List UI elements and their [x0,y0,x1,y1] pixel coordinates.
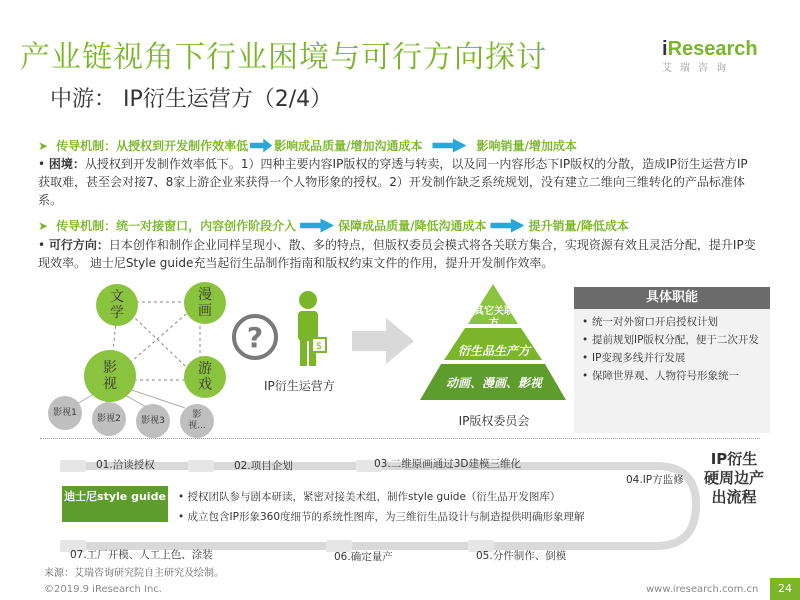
dilemma-label: 困境： [48,157,85,171]
question-icon: ? [232,314,278,360]
website-link[interactable]: www.iresearch.com.cn [646,584,759,595]
direction-text: • 可行方向：日本创作和制作企业同样呈现小、散、多的特点，但版权委员会模式将各关联方集合，实现资源有效且灵活分配，提升IP变现效率。 迪士尼Style guide充当起衍生品制作指南和版权约束文件的作用，提升开发制作效率。 [38,238,756,270]
disney-style-guide-box [62,486,168,522]
circle-film-3 [136,404,170,438]
circle-manga-label: 漫 画 [198,287,212,319]
mechanism-1-step2: 影响成品质量/增加沟通成本 [274,139,423,153]
operator-label: IP衍生运营方 [264,379,335,393]
mechanism-2-step3: 提升销量/降低成本 [528,219,629,233]
direction-label: 可行方向： [48,238,109,252]
arrow-bullet-icon: ➤ [38,138,49,153]
mechanism-2-label: 传导机制：统一对接窗口，内容创作阶段介入 [56,219,297,233]
logo-cn: 艾瑞咨询 [662,63,734,74]
circle-film-1 [48,396,82,430]
disney-bullet-1-text: 授权团队参与剧本研读，紧密对接美术组，制作style guide（衍生品开发图库） [187,491,561,503]
process-step-7: 07.工厂开模、人工上色、涂装 [70,549,213,561]
svg-text:$: $ [315,341,323,352]
circle-game [184,356,226,398]
circle-manga [184,282,226,324]
roles-panel [574,287,770,433]
process-step-4: 04.IP方监修 [626,474,684,486]
iresearch-logo [662,38,782,78]
circle-film-2 [92,402,126,436]
flow-label: IP衍生硬周边产出流程 [704,450,765,506]
dilemma-text: • 困境：从授权到开发制作效率低下。1）四种主要内容IP版权的穿透与转卖，以及同一内容形态下IP版权的分散，造成IP衍生运营方IP获取难，甚至会对接7、8家上游企业来获得一个人物形象的授权。2）开发制作缺乏系统规划，没有建立二维向三维转化的产品标准体系。 [38,157,748,207]
right-arrow-icon [490,219,524,233]
circle-literature [96,284,138,326]
circle-film-label: 影 视 [103,360,117,392]
operator-person-icon [290,290,330,370]
pyramid-caption: IP版权委员会 [458,414,530,428]
circle-film-2-label: 影视2 [97,413,121,424]
logo-i: i [662,38,668,60]
right-arrow-icon [432,139,466,153]
copyright: ©2019.9 iResearch Inc. [44,584,162,595]
process-step-6: 06.确定量产 [334,551,393,563]
role-item: • 统一对外窗口开启授权计划 [582,313,762,331]
section-divider [40,438,760,439]
role-item: • 保障世界观、人物符号形象统一 [582,367,762,385]
pyramid-bottom-label: 动画、漫画、影视 [445,376,542,390]
role-item: • 提前规划IP版权分配，便于二次开发 [582,331,762,349]
disney-bullet-2: • 成立包含IP形象360度细节的系统性图库，为三维衍生品设计与制造提供明确形象理解 [178,511,585,523]
process-step-1: 01.洽谈授权 [96,459,155,471]
right-arrow-icon [300,219,334,233]
mechanism-1-label: 传导机制：从授权到开发制作效率低 [56,139,249,153]
page-subtitle: 中游： IP衍生运营方（2/4） [50,87,333,112]
circle-literature-label: 文 学 [110,289,124,321]
mechanism-row-1 [38,137,577,154]
mechanism-1-step3: 影响销量/增加成本 [476,139,577,153]
disney-bullet-2-text: 成立包含IP形象360度细节的系统性图库，为三维衍生品设计与制造提供明确形象理解 [187,511,585,523]
process-step-5: 05.分件制作、倒模 [476,550,567,562]
page-title: 产业链视角下行业困境与可行方向探讨 [20,40,547,75]
circle-film-more-label: 影 视... [188,410,206,431]
right-arrow-icon [250,139,272,153]
big-right-arrow-icon [352,318,414,364]
logo-research: Research [667,38,758,60]
circle-film [84,350,136,402]
pyramid-top-label: 其它关联方 [474,306,514,329]
process-step-2: 02.项目企划 [234,460,293,472]
process-step-3: 03.二维原画通过3D建模三维化 [374,458,521,470]
direction-body: 日本创作和制作企业同样呈现小、散、多的特点，但版权委员会模式将各关联方集合，实现资源有效且灵活分配，提升IP变现效率。 迪士尼Style guide充当起衍生品制作指南和版权约束文件的作用，提升开发制作效率。 [38,238,756,270]
pyramid-mid-label: 衍生品生产方 [457,344,530,358]
roles-header: 具体职能 [574,287,770,309]
circle-game-label: 游 戏 [198,361,212,393]
role-item: • IP变现多线并行发展 [582,349,762,367]
disney-bullet-1: • 授权团队参与剧本研读，紧密对接美术组，制作style guide（衍生品开发图库） [178,491,561,503]
source-note: 来源：艾瑞咨询研究院自主研究及绘制。 [44,568,224,579]
arrow-bullet-icon: ➤ [38,218,49,233]
circle-film-more [180,404,214,438]
dilemma-body: 从授权到开发制作效率低下。1）四种主要内容IP版权的穿透与转卖，以及同一内容形态下IP版权的分散，造成IP衍生运营方IP获取难，甚至会对接7、8家上游企业来获得一个人物形象的授权。2）开发制作缺乏系统规划，没有建立二维向三维转化的产品标准体系。 [38,157,748,207]
page-number: 24 [770,578,800,600]
mechanism-row-2 [38,217,629,234]
circle-film-3-label: 影视3 [141,415,165,426]
circle-film-1-label: 影视1 [53,407,77,418]
disney-label: 迪士尼style guide [64,490,166,503]
mechanism-2-step2: 保障成品质量/降低沟通成本 [338,219,487,233]
